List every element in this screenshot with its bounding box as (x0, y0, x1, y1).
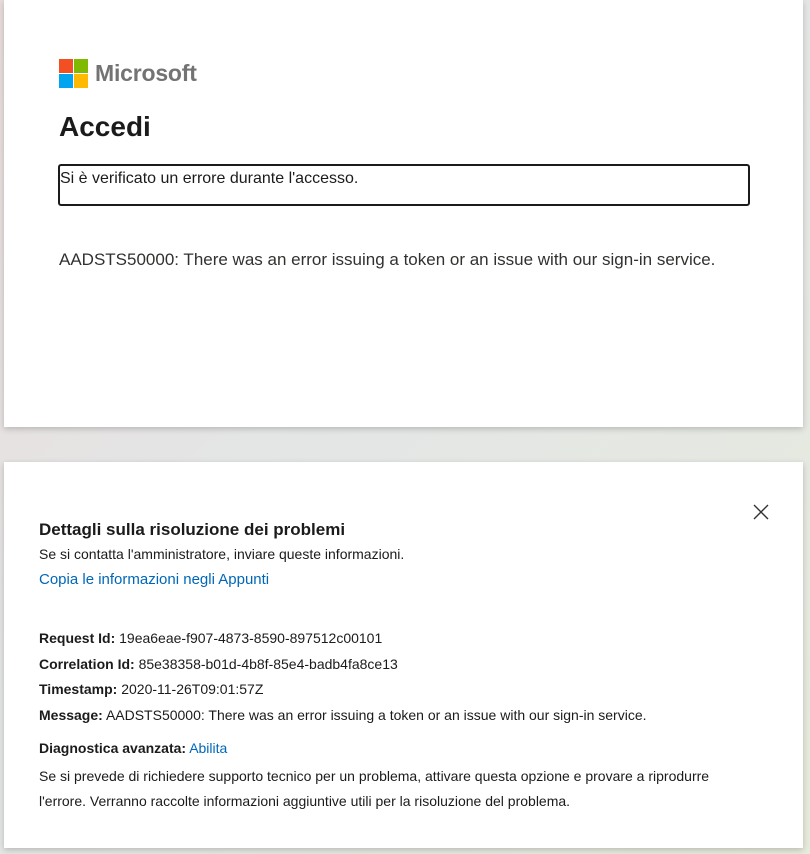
troubleshooting-subtitle: Se si contatta l'amministratore, inviare queste informazioni. (39, 546, 405, 562)
close-button[interactable] (750, 501, 772, 523)
page-title: Accedi (59, 111, 151, 142)
timestamp-row (39, 677, 647, 703)
enable-diagnostics-link[interactable]: Abilita (189, 740, 228, 756)
timestamp-label: Timestamp: (39, 681, 118, 697)
error-message-box: Si è verificato un errore durante l'accesso. (58, 164, 750, 206)
microsoft-logo-text: Microsoft (95, 60, 197, 86)
request-id-label: Request Id: (39, 630, 116, 646)
correlation-id-label: Correlation Id: (39, 655, 135, 672)
message-value: AADSTS50000: There was an error issuing a token or an issue with our sign-in service. (105, 706, 647, 723)
timestamp-value: 2020-11-26T09:01:57Z (121, 681, 264, 697)
error-detail-text: AADSTS50000: There was an error issuing a token or an issue with our sign-in service. (59, 250, 716, 269)
close-icon (753, 504, 769, 520)
request-id-row (39, 626, 647, 652)
advanced-diagnostics-label: Diagnostica avanzata: (39, 740, 187, 756)
troubleshooting-title: Dettagli sulla risoluzione dei problemi (39, 520, 346, 539)
correlation-id-value: 85e38358-b01d-4b8f-85e4-badb4fa8ce13 (138, 655, 398, 672)
details-list (39, 626, 647, 728)
diagnostics-description: Se si prevede di richiedere supporto tecnico per un problema, attivare questa opzione e provare a riprodurre l'errore. Verranno raccolte informazioni aggiuntive utili per la risoluzione del problema. (39, 768, 710, 809)
advanced-diagnostics (39, 740, 227, 756)
microsoft-logo-icon (59, 59, 88, 88)
message-row (39, 703, 647, 729)
signin-card (4, 0, 803, 427)
request-id-value: 19ea6eae-f907-4873-8590-897512c00101 (119, 630, 383, 646)
message-label: Message: (39, 706, 103, 723)
troubleshooting-panel (4, 462, 803, 848)
correlation-id-row (39, 652, 647, 678)
microsoft-logo (59, 59, 197, 88)
copy-to-clipboard-link[interactable]: Copia le informazioni negli Appunti (39, 571, 270, 588)
